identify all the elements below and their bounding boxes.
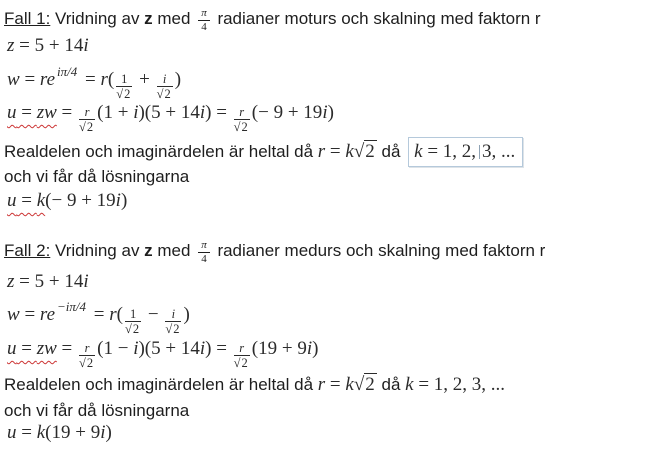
math-text: 1	[129, 306, 137, 321]
math-fraction	[79, 341, 95, 371]
radical-sign: √	[79, 120, 86, 134]
fall2-real-imag-statement	[4, 373, 505, 396]
radical-sign: √	[233, 120, 241, 134]
sqrt-radical	[234, 119, 250, 134]
math-text: )(5 + 14	[138, 338, 200, 359]
fall2-equation-w	[7, 295, 190, 336]
radical-sign: √	[156, 87, 164, 101]
math-superscript: −iπ/4	[57, 299, 87, 314]
math-text: )	[312, 338, 319, 359]
radicand: 2	[124, 87, 131, 101]
radicand: 2	[241, 356, 248, 370]
k-values-before-caret	[414, 141, 476, 162]
k-values-plain	[405, 374, 505, 395]
fraction-denominator	[234, 120, 250, 134]
math-var: k	[414, 141, 423, 162]
fall1-real-imag-statement	[4, 137, 523, 167]
solutions-label: och vi får då lösningarna	[4, 401, 190, 420]
sqrt-radical	[125, 321, 141, 336]
fall1-solutions-text	[4, 165, 189, 188]
sqrt-radical	[157, 86, 173, 101]
math-text: =	[325, 374, 346, 395]
math-text: =	[19, 69, 40, 90]
statement-text-2: då	[376, 375, 406, 394]
math-fraction	[157, 72, 173, 102]
math-text: = 1, 2, 3, ...	[413, 374, 506, 395]
math-var: i	[133, 102, 139, 123]
math-fraction	[79, 105, 95, 135]
math-text: =	[80, 69, 101, 90]
sqrt-radical	[79, 355, 95, 370]
math-text: )	[327, 102, 334, 123]
fraction-denominator	[234, 356, 250, 370]
solutions-label: och vi får då lösningarna	[4, 167, 190, 186]
fall1-equation-w	[7, 60, 181, 101]
math-text: (	[116, 304, 123, 325]
radicand: 2	[86, 120, 94, 134]
math-var: k	[36, 190, 46, 211]
text-caret	[479, 145, 480, 159]
sqrt-radical	[116, 86, 132, 101]
fraction-numerator	[234, 341, 250, 356]
fall1-heading-text2: med	[152, 9, 196, 28]
math-var: i	[83, 271, 89, 292]
fall2-heading-z: z	[144, 241, 153, 260]
math-text: )	[183, 304, 190, 325]
math-var: i	[100, 422, 106, 443]
spellcheck-wavy-underline	[7, 338, 57, 359]
math-var: i	[306, 338, 313, 359]
fraction-numerator	[198, 239, 210, 253]
fall2-heading-label: Fall 2:	[4, 241, 51, 260]
pi-over-4-fraction	[195, 239, 213, 265]
math-text: (	[107, 69, 115, 90]
fall2-heading-text1: Vridning av	[50, 241, 145, 260]
math-text: )	[174, 69, 182, 90]
radical-sign: √	[353, 141, 365, 162]
radical-sign: √	[125, 322, 132, 336]
spellcheck-wavy-underline	[7, 190, 45, 211]
fall2-equation-u	[7, 337, 318, 370]
fraction-numerator	[165, 307, 181, 322]
radical-sign: √	[165, 322, 173, 336]
math-text: (1 +	[97, 102, 134, 123]
math-text: 4	[201, 21, 207, 33]
math-var: w	[7, 69, 20, 90]
fraction-denominator	[125, 322, 141, 336]
math-var: i	[199, 338, 206, 359]
math-var: k	[345, 374, 354, 395]
radical-sign: √	[233, 356, 241, 370]
radicand: 2	[241, 120, 248, 134]
fall1-equation-z	[7, 34, 89, 58]
math-var: z	[7, 271, 15, 292]
equation-z-tokens	[7, 35, 89, 56]
fraction-denominator	[79, 120, 95, 134]
math-text: =	[325, 141, 346, 162]
fraction-denominator	[198, 253, 210, 266]
radicand: 2	[86, 356, 94, 370]
math-var: i	[133, 338, 139, 359]
equation-w-tokens	[7, 64, 182, 101]
radicand: 2	[365, 374, 375, 395]
radical-sign: √	[79, 356, 86, 370]
fall1-heading	[4, 7, 541, 34]
fraction-numerator	[79, 105, 95, 120]
math-var: u	[7, 422, 17, 443]
math-var: r	[100, 69, 108, 90]
math-var: r	[84, 104, 90, 119]
math-text: (1 −	[97, 338, 134, 359]
math-text: ) =	[205, 102, 232, 123]
math-text: −	[143, 304, 164, 325]
math-text: )	[120, 190, 128, 211]
sqrt-radical	[354, 373, 377, 395]
sqrt-radical	[165, 321, 181, 336]
statement-text-1: Realdelen och imaginärdelen är heltal då	[4, 375, 318, 394]
math-var: r	[109, 304, 117, 325]
sqrt-radical	[79, 119, 95, 134]
math-text: )	[105, 422, 112, 443]
fall1-heading-text1: Vridning av	[50, 9, 145, 28]
math-fraction	[234, 105, 250, 135]
fraction-denominator	[198, 21, 210, 34]
radicand: 2	[365, 141, 375, 162]
pi-over-4-fraction	[195, 7, 213, 33]
equation-w-tokens	[7, 299, 190, 336]
math-text: 1	[121, 71, 128, 86]
fraction-numerator	[234, 105, 250, 120]
math-var: i	[83, 35, 89, 56]
fraction-numerator	[125, 307, 141, 322]
fraction-numerator	[116, 72, 132, 87]
equation-u-tokens	[56, 102, 334, 134]
math-var: i	[322, 102, 328, 123]
math-fraction	[165, 307, 181, 337]
fall1-solution-equation	[7, 189, 127, 213]
r-equals-k-sqrt2	[318, 373, 377, 395]
fraction-denominator	[165, 322, 181, 336]
math-text: =	[16, 102, 37, 123]
math-superscript: iπ/4	[57, 64, 78, 79]
fraction-denominator	[116, 87, 132, 101]
math-var: r	[239, 104, 245, 119]
fall2-solutions-text	[4, 399, 189, 422]
math-var: u	[7, 102, 17, 123]
math-text: = 5 + 14	[14, 35, 84, 56]
statement-text-1: Realdelen och imaginärdelen är heltal då	[4, 142, 318, 161]
math-var: k	[36, 422, 46, 443]
math-var: re	[39, 69, 56, 90]
math-text: =	[19, 304, 40, 325]
statement-text-2: då	[376, 142, 406, 161]
math-var: r	[84, 340, 90, 355]
math-var: r	[239, 340, 245, 355]
math-var: zw	[36, 338, 57, 359]
math-text: =	[16, 422, 37, 443]
math-fraction	[116, 72, 132, 102]
fall2-heading-text3: radianer medurs och skalning med faktorn r	[212, 241, 546, 260]
math-text: = 1, 2,	[422, 141, 477, 162]
math-fraction	[125, 307, 141, 337]
fraction-numerator	[198, 7, 210, 21]
fall2-equation-z	[7, 270, 89, 294]
math-text: ) =	[205, 338, 232, 359]
sqrt-radical	[234, 355, 250, 370]
equation-u-tokens	[56, 338, 319, 370]
math-var: r	[317, 141, 326, 162]
math-var: z	[7, 35, 15, 56]
math-var: zw	[36, 102, 57, 123]
math-fraction	[198, 239, 210, 265]
math-text: =	[89, 304, 110, 325]
math-var: i	[162, 71, 167, 86]
math-var: k	[405, 374, 414, 395]
math-fraction	[198, 7, 210, 33]
math-text: (− 9 + 19	[251, 102, 323, 123]
fall1-heading-text3: radianer moturs och skalning med faktorn r	[212, 9, 541, 28]
fall2-heading	[4, 239, 545, 266]
math-text: 4	[201, 253, 207, 265]
math-var: π	[201, 7, 207, 20]
math-text: =	[16, 190, 37, 211]
radical-sign: √	[353, 374, 365, 395]
fraction-denominator	[157, 87, 173, 101]
math-var: i	[115, 190, 121, 211]
math-var: i	[199, 102, 206, 123]
spellcheck-wavy-underline	[7, 102, 57, 123]
fall1-equation-u	[7, 101, 334, 134]
math-text: (19 + 9	[251, 338, 307, 359]
math-text: =	[56, 338, 78, 359]
fraction-numerator	[157, 72, 173, 87]
math-text: =	[56, 102, 78, 123]
math-var: re	[39, 304, 56, 325]
fall2-heading-text2: med	[152, 241, 196, 260]
math-var: w	[7, 304, 20, 325]
math-var: u	[7, 190, 17, 211]
math-fraction	[234, 341, 250, 371]
math-var: π	[201, 239, 207, 252]
math-text: )(5 + 14	[138, 102, 200, 123]
radical-sign: √	[116, 87, 124, 101]
radicand: 2	[132, 322, 140, 336]
sqrt-radical	[354, 140, 377, 162]
math-text: = 5 + 14	[14, 271, 84, 292]
math-text: =	[16, 338, 37, 359]
r-equals-k-sqrt2	[318, 140, 377, 162]
fall1-heading-label: Fall 1:	[4, 9, 51, 28]
k-values-after-caret	[482, 141, 515, 162]
equation-z-tokens	[7, 271, 89, 292]
math-var: u	[7, 338, 17, 359]
math-text: +	[134, 69, 155, 90]
radicand: 2	[173, 322, 180, 336]
math-text: 3, ...	[482, 141, 516, 162]
math-var: k	[345, 141, 354, 162]
solution-tokens	[7, 422, 112, 443]
k-values-field[interactable]	[408, 137, 523, 167]
fall2-solution-equation	[7, 421, 112, 445]
radicand: 2	[164, 87, 171, 101]
fraction-denominator	[79, 356, 95, 370]
fraction-numerator	[79, 341, 95, 356]
solution-tokens	[45, 190, 127, 211]
math-var: r	[317, 374, 326, 395]
fall1-heading-z: z	[144, 9, 153, 28]
math-var: i	[171, 306, 176, 321]
math-text: (19 + 9	[45, 422, 101, 443]
math-text: (− 9 + 19	[45, 190, 116, 211]
